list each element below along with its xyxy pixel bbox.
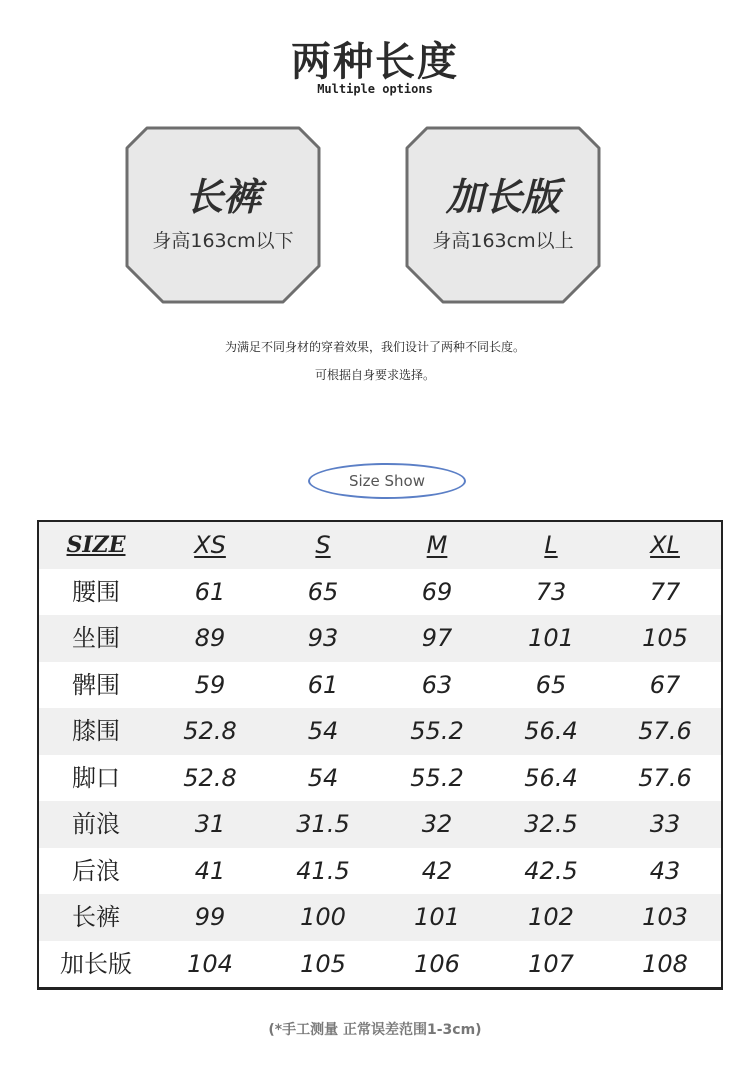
page-title: 两种长度 — [291, 39, 459, 85]
table-row — [39, 755, 721, 802]
description-line-1: 为满足不同身材的穿着效果，我们设计了两种不同长度。 — [224, 340, 525, 354]
measure-label: 腰围 — [72, 577, 120, 606]
table-cell: 106 — [414, 949, 460, 978]
table-cell: 104 — [187, 949, 233, 978]
measure-label: 长裤 — [72, 903, 120, 931]
table-cell: 59 — [194, 670, 226, 699]
table-row — [39, 569, 721, 616]
table-row — [39, 941, 721, 988]
size-column-header: S — [315, 531, 331, 559]
table-cell: 52.8 — [183, 717, 237, 745]
measure-label: 坐围 — [72, 624, 120, 652]
table-cell: 32 — [421, 810, 453, 838]
card-subtitle: 身高163cm以上 — [432, 230, 574, 252]
table-row — [39, 708, 721, 755]
table-cell: 105 — [642, 624, 688, 652]
table-cell: 103 — [642, 903, 688, 931]
table-cell: 41.5 — [296, 856, 350, 885]
table-cell: 33 — [649, 810, 681, 838]
option-card-regular — [125, 126, 321, 304]
table-row — [39, 894, 721, 941]
table-cell: 101 — [414, 903, 460, 931]
table-cell: 99 — [194, 903, 226, 931]
table-cell: 31.5 — [296, 810, 350, 838]
measure-label: 髀围 — [72, 670, 120, 699]
measure-label: 膝围 — [72, 717, 120, 745]
table-row — [39, 662, 721, 709]
table-cell: 52.8 — [183, 763, 237, 792]
table-cell: 77 — [649, 577, 681, 606]
table-header-row — [39, 522, 721, 569]
table-cell: 65 — [307, 577, 339, 606]
table-cell: 105 — [300, 949, 346, 978]
table-cell: 56.4 — [524, 717, 578, 745]
measure-label: 前浪 — [72, 810, 120, 838]
table-cell: 61 — [307, 670, 339, 699]
table-cell: 32.5 — [524, 810, 578, 838]
table-cell: 54 — [307, 763, 339, 792]
table-cell: 107 — [528, 949, 574, 978]
table-row — [39, 615, 721, 662]
size-column-header: XL — [650, 531, 680, 559]
table-row — [39, 801, 721, 848]
card-subtitle: 身高163cm以下 — [152, 230, 294, 252]
table-cell: 93 — [307, 624, 339, 652]
table-row — [39, 848, 721, 895]
table-cell: 69 — [421, 577, 453, 606]
table-cell: 67 — [649, 670, 681, 699]
page-subtitle: Multiple options — [317, 82, 433, 96]
option-card-extended — [405, 126, 601, 304]
table-cell: 43 — [649, 856, 681, 885]
size-column-header: L — [544, 531, 558, 559]
table-cell: 54 — [307, 717, 339, 745]
card-title: 长裤 — [184, 175, 261, 219]
measure-label: 后浪 — [72, 856, 120, 885]
table-cell: 56.4 — [524, 763, 578, 792]
table-cell: 73 — [535, 577, 567, 606]
table-cell: 41 — [194, 856, 226, 885]
size-show-badge: Size Show — [308, 463, 466, 499]
table-cell: 57.6 — [638, 763, 692, 792]
table-cell: 61 — [194, 577, 226, 606]
table-cell: 57.6 — [638, 717, 692, 745]
measure-label: 脚口 — [72, 763, 120, 792]
table-cell: 102 — [528, 903, 574, 931]
table-cell: 97 — [421, 624, 453, 652]
measure-label: 加长版 — [60, 949, 132, 978]
table-cell: 65 — [535, 670, 567, 699]
table-cell: 55.2 — [410, 763, 464, 792]
size-column-header: XS — [194, 531, 226, 559]
table-cell: 31 — [194, 810, 226, 838]
table-cell: 101 — [528, 624, 574, 652]
table-cell: 100 — [300, 903, 346, 931]
table-cell: 55.2 — [410, 717, 464, 745]
table-cell: 42.5 — [524, 856, 578, 885]
footnote: (*手工测量 正常误差范围1-3cm) — [268, 1022, 482, 1038]
card-title: 加长版 — [445, 175, 560, 219]
size-table — [37, 520, 723, 990]
table-cell: 42 — [421, 856, 453, 885]
size-column-header: M — [426, 531, 448, 559]
description-line-2: 可根据自身要求选择。 — [314, 368, 435, 382]
table-cell: 63 — [421, 670, 453, 699]
size-header-label: SIZE — [66, 532, 126, 558]
table-cell: 89 — [194, 624, 226, 652]
table-cell: 108 — [642, 949, 688, 978]
